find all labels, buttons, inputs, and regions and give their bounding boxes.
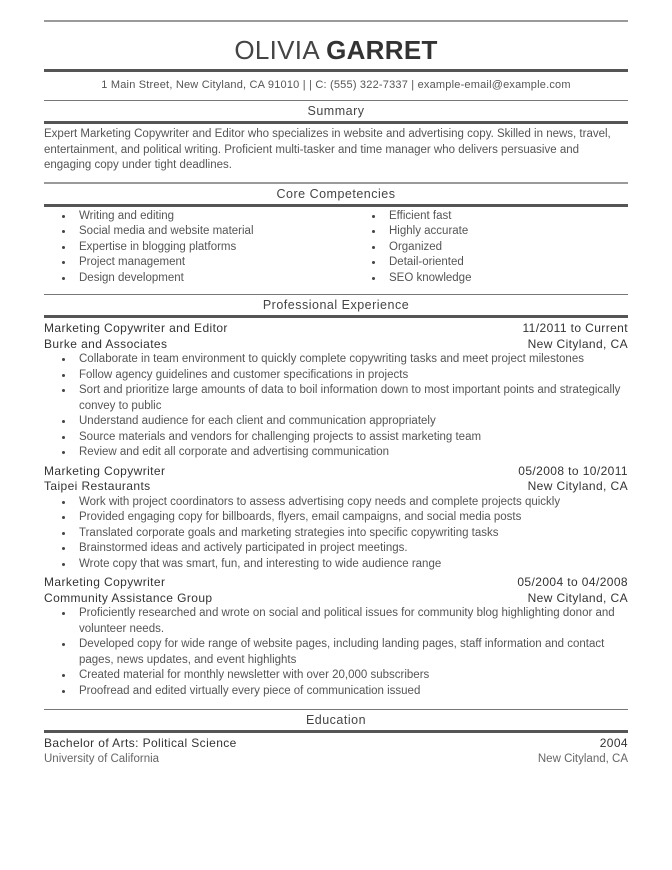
job-header [44, 575, 628, 591]
job-company-row [44, 479, 628, 495]
section-title-competencies: Core Competencies [276, 186, 396, 201]
section-title-experience: Professional Experience [262, 298, 410, 312]
graduation-year: 2004 [599, 736, 628, 750]
list-item: Design development [44, 271, 354, 287]
list-item: Created material for monthly newsletter with over 20,000 subscribers [44, 668, 628, 684]
job-bullets [44, 606, 628, 699]
job-entry [44, 461, 628, 573]
list-item: Organized [354, 240, 471, 256]
list-item: Project management [44, 255, 354, 271]
job-company: Taipei Restaurants [44, 479, 151, 493]
list-item: Writing and editing [44, 209, 354, 225]
job-dates: 05/2004 to 04/2008 [517, 575, 628, 589]
list-item: Follow agency guidelines and customer specifications in projects [44, 368, 628, 384]
last-name: GARRET [326, 35, 438, 65]
job-company-row [44, 591, 628, 607]
job-dates: 11/2011 to Current [522, 321, 628, 335]
section-title-education: Education [305, 713, 367, 727]
list-item: Work with project coordinators to assess advertising copy needs and complete projects quickly [44, 495, 628, 511]
degree: Bachelor of Arts: Political Science [44, 736, 237, 750]
list-item: Source materials and vendors for challenging projects to assist marketing team [44, 430, 628, 446]
resume-page [44, 0, 628, 767]
job-title: Marketing Copywriter [44, 463, 166, 478]
list-item: Efficient fast [354, 209, 471, 225]
job-company: Burke and Associates [44, 336, 168, 351]
list-item: SEO knowledge [354, 271, 471, 287]
list-item: Developed copy for wide range of website pages, including landing pages, staff information and contact pages, news updates, and event highlights [44, 637, 628, 668]
list-item: Understand audience for each client and communication appropriately [44, 414, 628, 430]
list-item: Collaborate in team environment to quickly complete copywriting tasks and meet project milestones [44, 352, 628, 368]
list-item: Brainstormed ideas and actively participated in project meetings. [44, 541, 628, 557]
contact-line: 1 Main Street, New Cityland, CA 91010 | | C: (555) 322-7337 | example-email@example.com [101, 79, 571, 91]
list-item: Expertise in blogging platforms [44, 240, 354, 256]
education-header [44, 736, 628, 752]
list-item: Translated corporate goals and marketing strategies into specific copywriting tasks [44, 526, 628, 542]
job-location: New Cityland, CA [527, 336, 628, 351]
competencies-left [44, 209, 354, 287]
list-item: Detail-oriented [354, 255, 471, 271]
section-title-summary: Summary [307, 104, 365, 118]
job-header [44, 321, 628, 337]
school-location: New Cityland, CA [537, 752, 628, 765]
competencies-right [354, 209, 471, 287]
list-item: Sort and prioritize large amounts of data to boil information down to most important points and strategically convey to public [44, 383, 628, 414]
list-item: Proficiently researched and wrote on social and political issues for community blog highlighting donor and volunteer needs. [44, 606, 628, 637]
list-item: Social media and website material [44, 224, 354, 240]
job-location: New Cityland, CA [527, 590, 628, 605]
candidate-name [44, 32, 628, 68]
job-bullets [44, 352, 628, 461]
job-bullets [44, 495, 628, 573]
job-company: Community Assistance Group [44, 590, 213, 605]
list-item: Review and edit all corporate and advertising communication [44, 445, 628, 461]
job-title: Marketing Copywriter [44, 575, 166, 589]
first-name: OLIVIA [234, 35, 319, 65]
job-entry [44, 572, 628, 699]
list-item: Highly accurate [354, 224, 471, 240]
education-entry [44, 733, 628, 767]
job-location: New Cityland, CA [527, 479, 628, 493]
top-divider [44, 20, 628, 22]
job-header [44, 464, 628, 480]
summary-text: Expert Marketing Copywriter and Editor who specializes in website and advertising copy. Skilled in news, travel, entertainment, and political writing. Proficient multi-tasker and time manager who delivers persuasive and engaging copy under tight deadlines. [44, 128, 611, 171]
job-title: Marketing Copywriter and Editor [44, 321, 228, 335]
school: University of California [44, 752, 160, 765]
competencies-list [44, 207, 628, 295]
job-dates: 05/2008 to 10/2011 [518, 463, 628, 478]
education-school-row [44, 752, 628, 768]
job-entry [44, 318, 628, 461]
list-item: Proofread and edited virtually every piece of communication issued [44, 684, 628, 700]
list-item: Wrote copy that was smart, fun, and interesting to wide audience range [44, 557, 628, 573]
job-company-row [44, 337, 628, 353]
list-item: Provided engaging copy for billboards, flyers, email campaigns, and social media posts [44, 510, 628, 526]
